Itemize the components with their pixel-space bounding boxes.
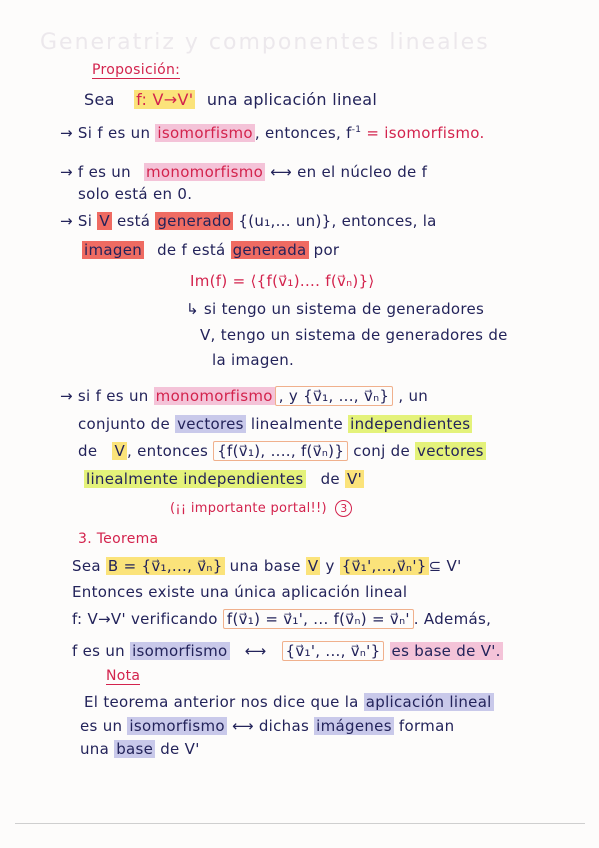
term-vectores: vectores bbox=[417, 442, 484, 460]
text: de f está bbox=[157, 241, 226, 259]
text: forman bbox=[398, 717, 455, 735]
text: una aplicación lineal bbox=[206, 90, 378, 109]
map-definition: f: V→V' bbox=[136, 90, 194, 109]
text: → Si bbox=[60, 124, 93, 142]
text: {(u₁,... un)}, entonces, la bbox=[238, 212, 437, 230]
term-base: es base de V'. bbox=[391, 642, 501, 660]
proposition-line-1 bbox=[84, 90, 377, 109]
term-aplicacion-lineal: aplicación lineal bbox=[365, 693, 492, 711]
note-heading: Nota bbox=[106, 668, 141, 684]
term-generada: generada bbox=[232, 241, 307, 259]
theorem-line-2: Entonces existe una única aplicación lineal bbox=[72, 583, 408, 601]
text: f: V→V' verificando bbox=[72, 610, 218, 628]
proposition-line-3 bbox=[60, 163, 427, 181]
image-vector-set: {f(v⃗₁), ...., f(v⃗ₙ)} bbox=[213, 441, 348, 461]
term-isomorfismo: isomorfismo bbox=[132, 642, 228, 660]
text: una bbox=[80, 740, 110, 758]
term-generado: generado bbox=[157, 212, 232, 230]
circled-number: 3 bbox=[335, 500, 352, 517]
note-line-2: V, tengo un sistema de generadores de bbox=[200, 326, 508, 344]
proposition-heading: Proposición: bbox=[92, 62, 181, 78]
basis-b: B = {v⃗₁,..., v⃗ₙ} bbox=[107, 557, 223, 575]
text: El teorema anterior nos dice que la bbox=[84, 693, 359, 711]
text: , un bbox=[398, 387, 429, 405]
note-body-line-3 bbox=[80, 740, 200, 758]
text: una base bbox=[229, 557, 301, 575]
space-v-prime: V' bbox=[347, 470, 363, 488]
theorem-line-4 bbox=[72, 642, 503, 660]
term-vectores: vectores bbox=[177, 415, 244, 433]
text: , entonces bbox=[127, 442, 209, 460]
text: de bbox=[78, 442, 98, 460]
space-v: V bbox=[307, 557, 319, 575]
important-note bbox=[170, 500, 352, 517]
proposition-line-2 bbox=[60, 124, 485, 142]
proposition-line-6 bbox=[82, 241, 339, 259]
term-monomorfismo: monomorfismo bbox=[155, 387, 273, 405]
text: es un bbox=[80, 717, 123, 735]
text: → si f bbox=[60, 387, 102, 405]
text: conj de bbox=[353, 442, 410, 460]
text: (¡¡ importante portal!!) bbox=[170, 501, 327, 516]
text: y bbox=[325, 557, 335, 575]
text: . Además, bbox=[413, 610, 492, 628]
text: conjunto de bbox=[78, 415, 170, 433]
text: de V' bbox=[160, 740, 200, 758]
text: en el núcleo de f bbox=[297, 163, 428, 181]
text: de bbox=[320, 470, 340, 488]
theorem-line-1 bbox=[72, 557, 462, 575]
iff-arrow: ⟷ bbox=[244, 642, 267, 660]
term-isomorfismo: isomorfismo bbox=[157, 124, 253, 142]
term-monomorfismo: monomorfismo bbox=[146, 163, 264, 181]
text: por bbox=[313, 241, 340, 259]
text: es un bbox=[106, 387, 149, 405]
space-v: V bbox=[114, 442, 125, 460]
term-isomorfismo: isomorfismo bbox=[129, 717, 225, 735]
note-line-1: ↳ si tengo un sistema de generadores bbox=[186, 300, 485, 318]
term-isomorfismo: = isomorfismo. bbox=[366, 124, 485, 142]
vector-set-prime: {v⃗₁', ..., v⃗ₙ'} bbox=[282, 641, 385, 661]
proposition-line-11 bbox=[60, 387, 428, 405]
text: f es un bbox=[97, 124, 151, 142]
term-linealmente-independientes: linealmente independientes bbox=[86, 470, 304, 488]
text: → f es un bbox=[60, 163, 131, 181]
text: ⊆ V' bbox=[428, 557, 462, 575]
text: ⟷ dichas bbox=[231, 717, 310, 735]
term-imagenes: imágenes bbox=[316, 717, 392, 735]
note-line-3: la imagen. bbox=[212, 351, 295, 369]
vector-set: , y {v⃗₁, ..., v⃗ₙ} bbox=[275, 386, 394, 406]
proposition-line-12 bbox=[78, 415, 472, 433]
note-body-line-2 bbox=[80, 717, 454, 735]
bleed-through-text: Generatriz y componentes lineales bbox=[40, 30, 490, 55]
image-conditions: f(v⃗₁) = v⃗₁', ... f(v⃗ₙ) = v⃗ₙ' bbox=[223, 609, 414, 629]
text: está bbox=[116, 212, 151, 230]
vector-set-prime: {v⃗₁',...,v⃗ₙ'} bbox=[341, 557, 427, 575]
term-imagen: imagen bbox=[84, 241, 143, 259]
image-formula: Im(f) = ⟨{f(v⃗₁).... f(v⃗ₙ)}⟩ bbox=[190, 272, 375, 290]
term-base: base bbox=[116, 740, 154, 758]
proposition-line-5 bbox=[60, 212, 437, 230]
theorem-heading: 3. Teorema bbox=[78, 531, 159, 547]
inverse-exponent: -1 bbox=[351, 125, 362, 135]
iff-arrow: ⟷ bbox=[270, 163, 292, 181]
page-edge-line bbox=[15, 823, 585, 824]
text: Sea bbox=[72, 557, 101, 575]
space-v: V bbox=[99, 212, 110, 230]
text: linealmente bbox=[250, 415, 344, 433]
text: → Si bbox=[60, 212, 93, 230]
note-body-line-1 bbox=[84, 693, 494, 711]
text: f es un bbox=[72, 642, 125, 660]
text: , entonces, f bbox=[254, 124, 352, 142]
theorem-line-3 bbox=[72, 610, 491, 628]
term-independientes: independientes bbox=[350, 415, 471, 433]
proposition-line-4: solo está en 0. bbox=[78, 185, 193, 203]
text: Sea bbox=[84, 90, 115, 109]
proposition-line-14 bbox=[84, 470, 364, 488]
proposition-line-13 bbox=[78, 442, 486, 460]
